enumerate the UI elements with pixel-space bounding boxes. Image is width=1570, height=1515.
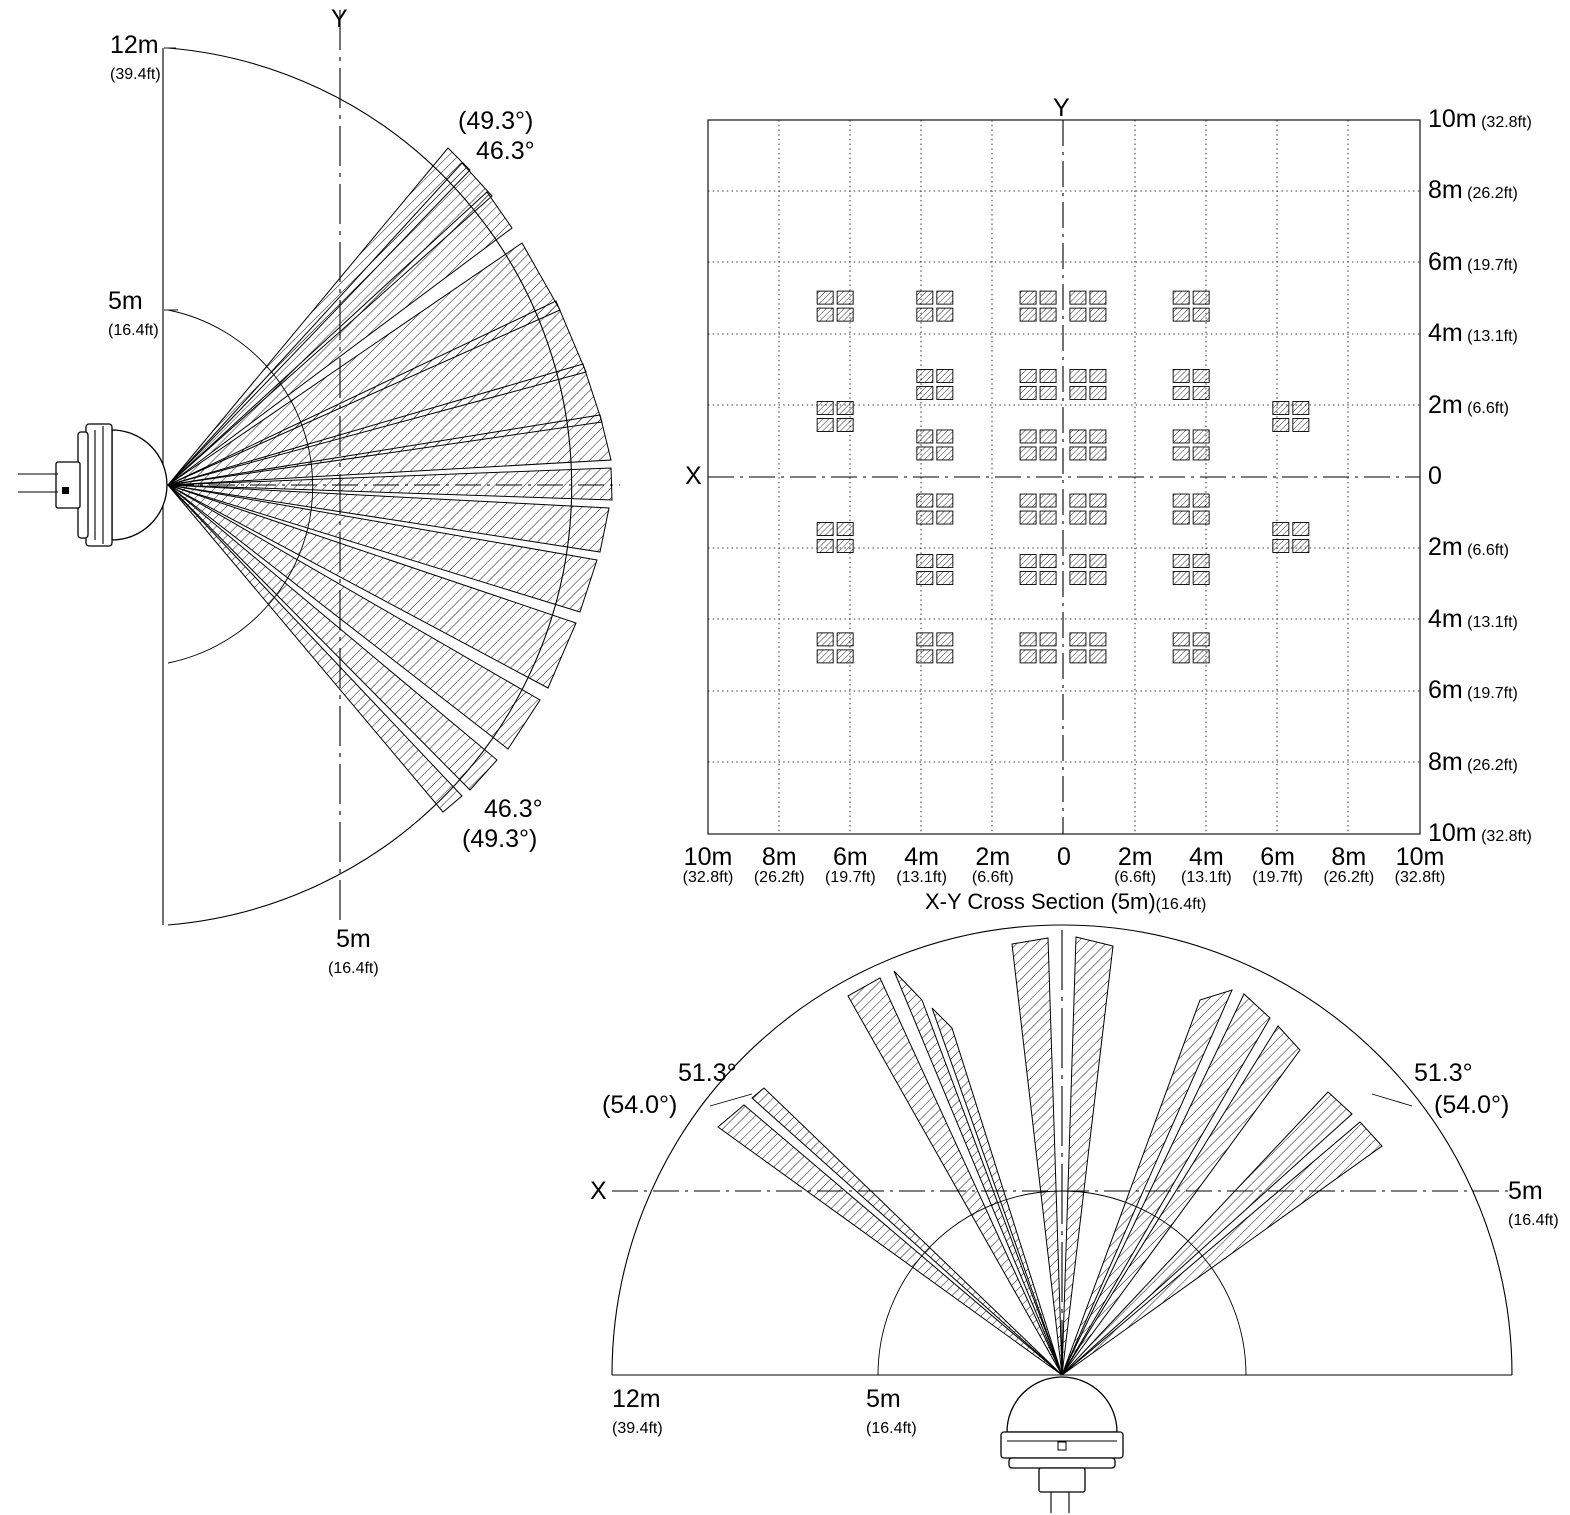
plan-y-tick-7: 4m (13.1ft) (1428, 604, 1518, 633)
detection-zone (1173, 494, 1209, 524)
detection-zone (1173, 555, 1209, 585)
plan-y-tick-6: 2m (6.6ft) (1428, 533, 1509, 562)
plan-caption: X-Y Cross Section (5m)(16.4ft) (925, 889, 1207, 914)
plan-y-tick-2: 6m (19.7ft) (1428, 247, 1518, 276)
detection-zone (1273, 401, 1309, 431)
plan-x-tick-2: 6m (19.7ft) (825, 843, 876, 887)
plan-x-tick-1: 8m (26.2ft) (753, 843, 805, 887)
plan-y-tick-9: 8m (26.2ft) (1428, 747, 1518, 776)
detection-zone (917, 633, 953, 663)
front-5m-label: 5m (16.4ft) (866, 1385, 917, 1438)
detection-zone (1070, 555, 1106, 585)
side-bottom-5m-label: 5m (16.4ft) (328, 925, 379, 978)
front-right-radius-label: 5m (16.4ft) (1508, 1177, 1559, 1230)
plan-x-tick-10: 10m (32.8ft) (1394, 843, 1446, 887)
detection-zone (1173, 633, 1209, 663)
detection-zone (1173, 291, 1209, 321)
plan-x-tick-3: 4m (13.1ft) (896, 843, 947, 887)
detection-zone (1173, 369, 1209, 399)
plan-y-tick-1: 8m (26.2ft) (1428, 176, 1518, 205)
side-angle-upper: 46.3° (476, 137, 535, 165)
front-angle-right-paren: (54.0°) (1434, 1091, 1510, 1119)
plan-y-tick-5: 0 (1428, 462, 1442, 490)
plan-view-group (708, 120, 1420, 834)
detection-zone (1070, 494, 1106, 524)
plan-x-tick-5: 0 (1057, 843, 1071, 871)
detection-zone (1020, 633, 1056, 663)
detection-zone (917, 494, 953, 524)
plan-x-tick-6: 2m (6.6ft) (1114, 843, 1157, 887)
plan-x-tick-0: 10m (32.8ft) (682, 843, 734, 887)
front-angle-left-paren: (54.0°) (602, 1091, 678, 1119)
detection-zone (1070, 291, 1106, 321)
side-axis-y-label: Y (331, 5, 348, 33)
detection-zone (917, 291, 953, 321)
detection-zone (1070, 369, 1106, 399)
detection-zone (917, 430, 953, 460)
side-angle-lower: 46.3° (484, 795, 543, 823)
detection-zone (817, 401, 853, 431)
sensor-device-front (1001, 1377, 1123, 1513)
front-view-beams (718, 937, 1382, 1375)
detection-zone (1020, 430, 1056, 460)
plan-y-tick-8: 6m (19.7ft) (1428, 676, 1518, 705)
detection-zone (917, 555, 953, 585)
detection-zone (1070, 633, 1106, 663)
detection-zone (1020, 555, 1056, 585)
detection-zone (817, 291, 853, 321)
detection-zone (1173, 430, 1209, 460)
side-angle-upper-paren: (49.3°) (458, 107, 534, 135)
detection-zone (817, 633, 853, 663)
detection-zone (1020, 291, 1056, 321)
front-axis-x-label: X (590, 1177, 607, 1205)
front-angle-left: 51.3° (678, 1059, 737, 1087)
plan-y-tick-3: 4m (13.1ft) (1428, 319, 1518, 348)
plan-y-tick-10: 10m (32.8ft) (1428, 819, 1532, 847)
detection-zone (917, 369, 953, 399)
detection-zone (1070, 430, 1106, 460)
detection-zone (1020, 494, 1056, 524)
plan-x-tick-7: 4m (13.1ft) (1181, 843, 1232, 887)
plan-axis-x-label: X (685, 462, 702, 490)
front-angle-right: 51.3° (1414, 1059, 1473, 1087)
sensor-device-side (18, 424, 167, 546)
side-12m-label: 12m (39.4ft) (110, 31, 161, 84)
side-angle-lower-paren: (49.3°) (462, 825, 538, 853)
detection-zone (1020, 369, 1056, 399)
plan-x-tick-4: 2m (6.6ft) (971, 843, 1014, 887)
plan-x-tick-8: 6m (19.7ft) (1252, 843, 1303, 887)
plan-y-tick-4: 2m (6.6ft) (1428, 390, 1509, 419)
front-view-group (612, 925, 1512, 1513)
front-12m-label: 12m (39.4ft) (612, 1385, 663, 1438)
side-5m-label: 5m (16.4ft) (108, 287, 159, 340)
plan-x-tick-9: 8m (26.2ft) (1323, 843, 1375, 887)
plan-y-tick-0: 10m (32.8ft) (1428, 105, 1532, 133)
plan-axis-y-label: Y (1053, 94, 1070, 122)
side-view-beams (168, 148, 612, 812)
